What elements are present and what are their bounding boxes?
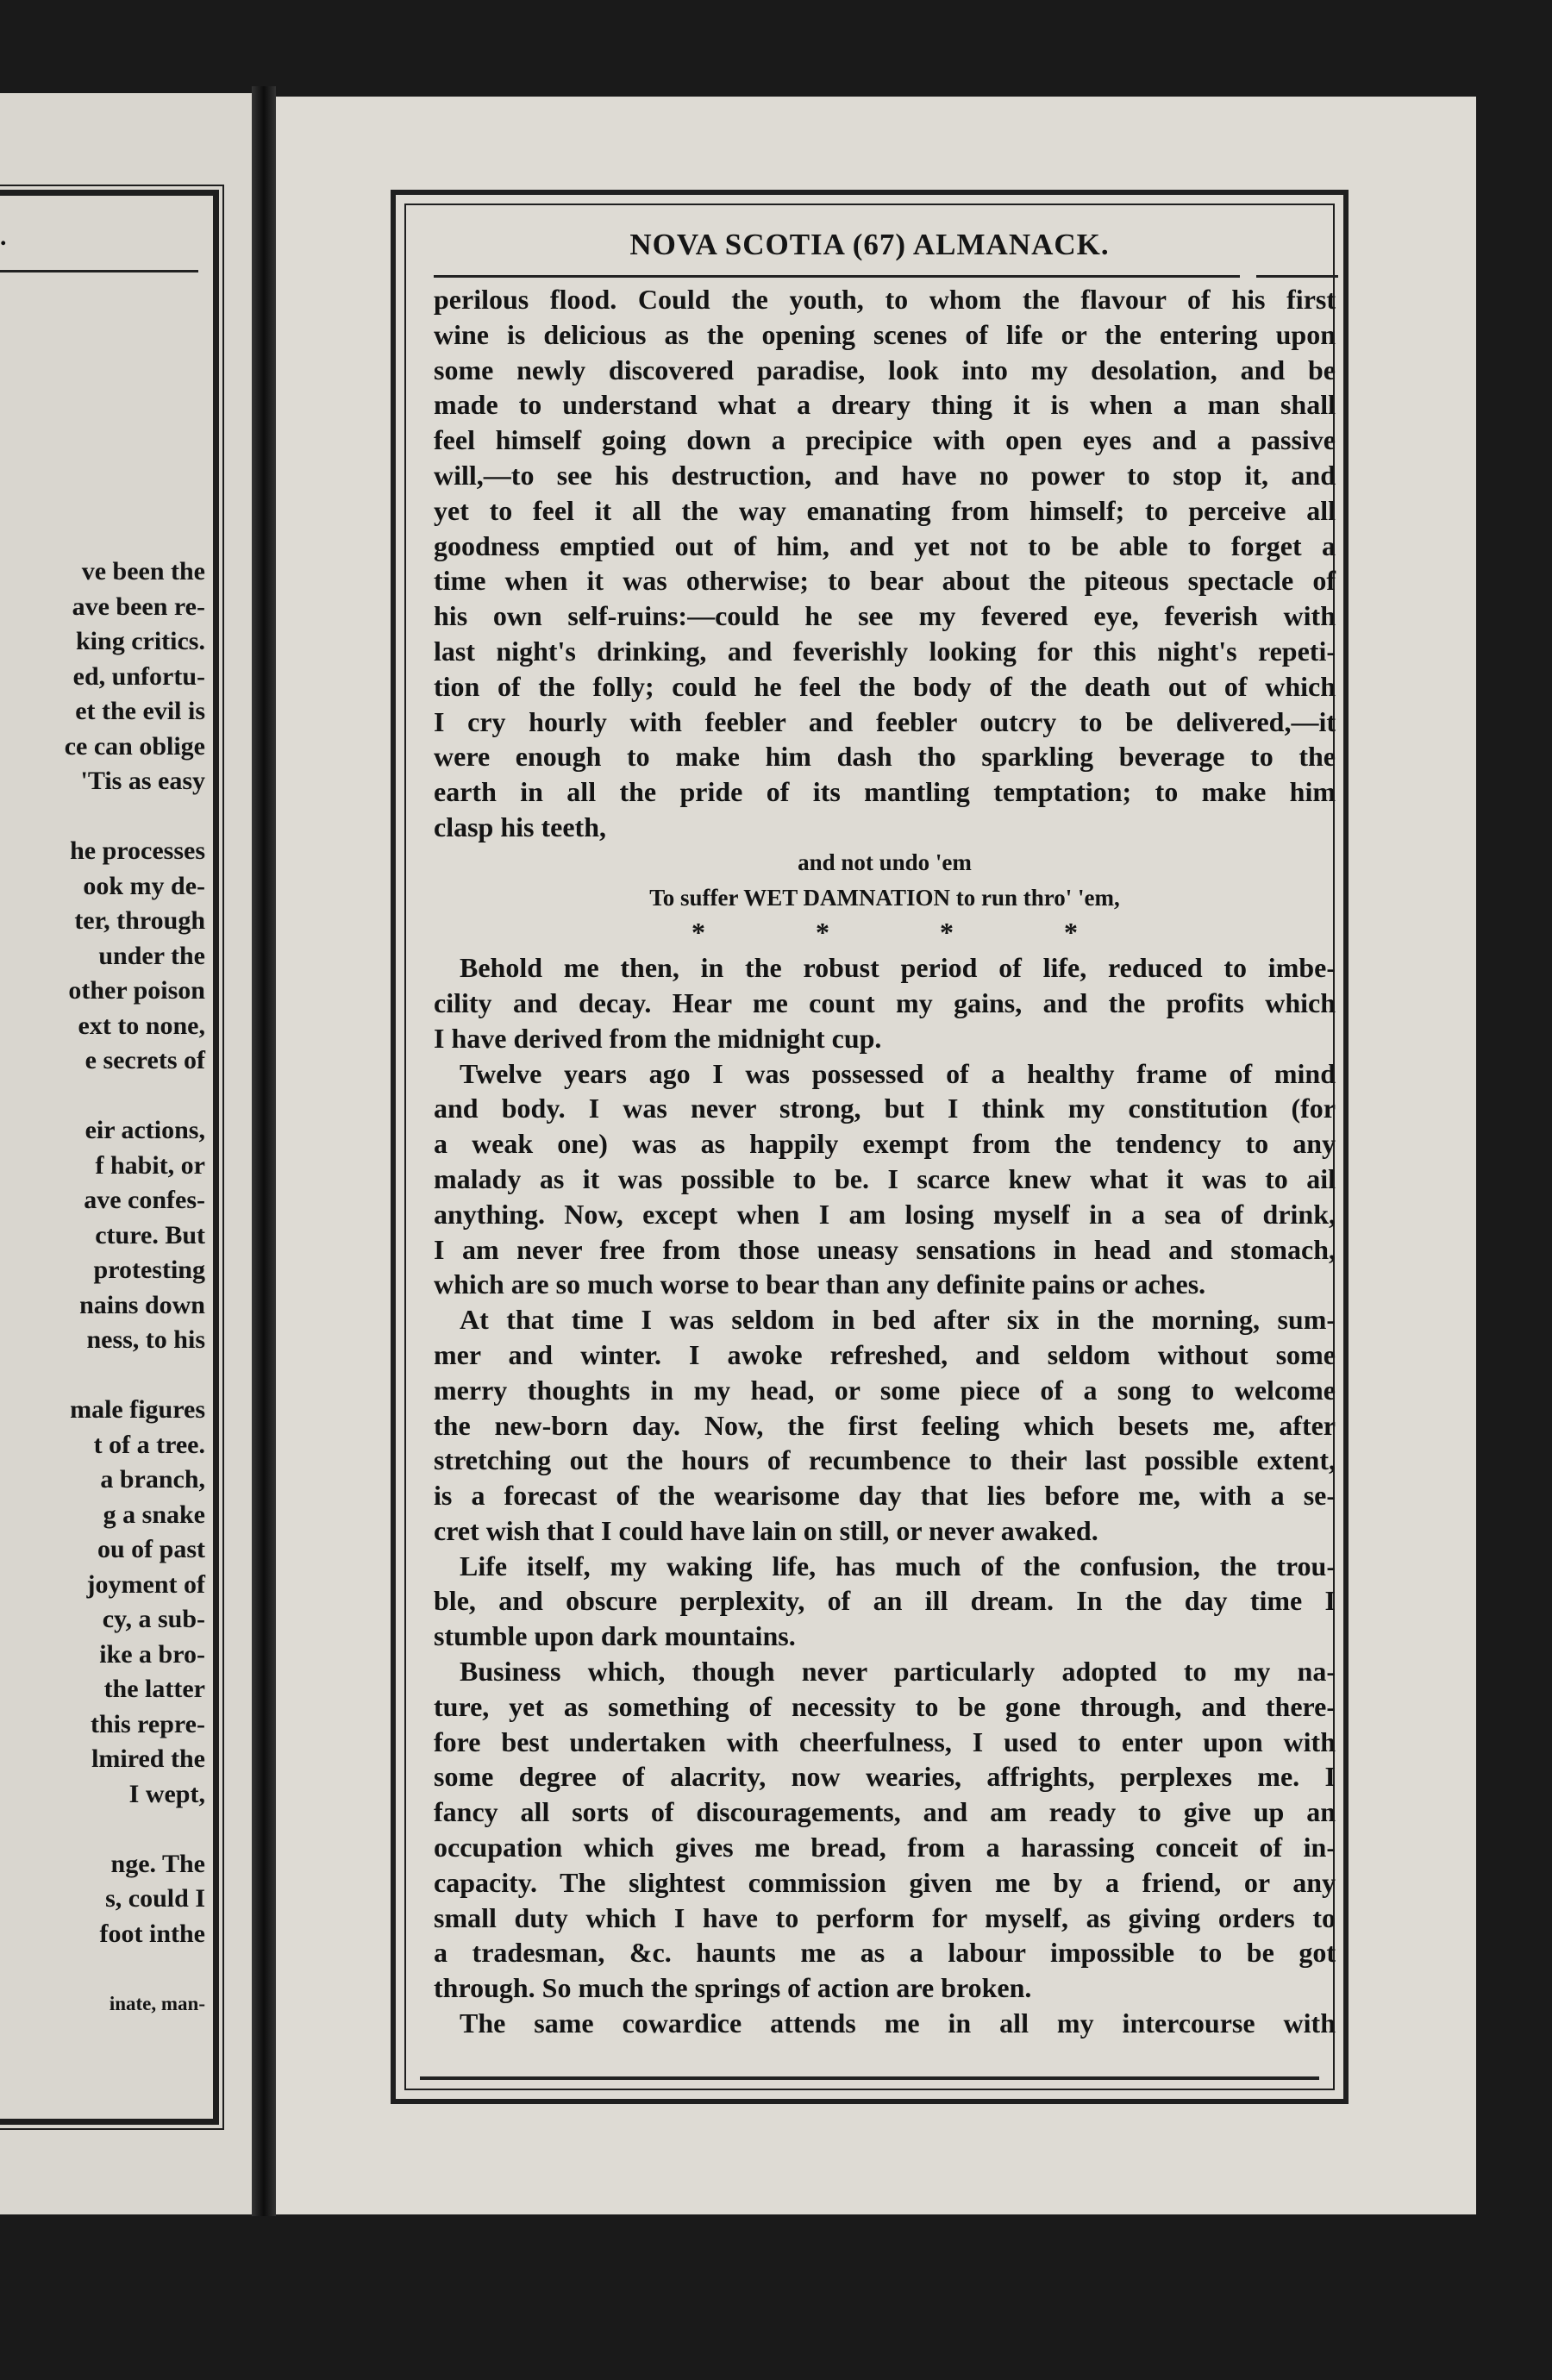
left-text-line: 'Tis as easy	[80, 767, 205, 795]
body-text	[434, 282, 1336, 2041]
left-page	[0, 93, 252, 2214]
left-text-line: cy, a sub-	[102, 1605, 205, 1633]
left-text-line: ter, through	[74, 906, 205, 935]
text-line: last night's drinking, and feverishly looking for this night's repeti-	[434, 635, 1336, 667]
text-line: through. So much the springs of action are broken.	[434, 1972, 1032, 2004]
left-text-line: a branch,	[100, 1465, 205, 1494]
left-text-line: ve been the	[81, 557, 205, 586]
left-text-line: ook my de-	[83, 871, 205, 900]
text-line: ture, yet as something of necessity to be gone through, and there-	[434, 1690, 1336, 1722]
head-rule-short	[1256, 275, 1338, 278]
left-text-line: protesting	[93, 1256, 205, 1284]
left-text-line: ou of past	[97, 1535, 205, 1563]
text-line: capacity. The slightest commission given me by a friend, or any	[434, 1866, 1336, 1898]
left-text-line: s, could I	[105, 1884, 205, 1913]
left-text-line: t of a tree.	[93, 1430, 205, 1459]
left-text-line: ike a bro-	[99, 1639, 205, 1669]
text-line: Behold me then, in the robust period of life, reduced to imbe-	[460, 952, 1336, 984]
text-line: some degree of alacrity, now wearies, affrights, perplexes me. I	[434, 1761, 1336, 1793]
text-line: which are so much worse to bear than any definite pains or aches.	[434, 1268, 1206, 1300]
text-line: Life itself, my waking life, has much of the confusion, the trou-	[460, 1550, 1336, 1581]
left-text-line: joyment of	[86, 1569, 205, 1599]
left-text-line: he processes	[70, 836, 205, 865]
left-text-line: g a snake	[103, 1500, 205, 1529]
left-text-line	[0, 1358, 205, 1394]
left-page-text	[0, 554, 205, 2021]
left-text-line: foot inthe	[99, 1919, 205, 1948]
left-text-line: f habit, or	[95, 1150, 205, 1180]
left-text-line: male figures	[70, 1395, 205, 1424]
text-line: I cry hourly with feebler and feebler outcry to be delivered,—it	[434, 705, 1336, 737]
left-text-line: et the evil is	[75, 697, 205, 725]
right-page	[276, 97, 1476, 2214]
text-line: is a forecast of the wearisome day that lies before me, with a se-	[434, 1480, 1336, 1512]
text-line: occupation which gives me bread, from a harassing conceit of in-	[434, 1832, 1336, 1863]
foot-rule	[420, 2076, 1319, 2080]
text-line: The same cowardice attends me in all my intercourse with	[460, 2007, 1336, 2039]
text-line: earth in all the pride of its mantling temptation; to make him	[434, 776, 1336, 808]
left-text-line: other poison	[68, 976, 205, 1005]
book-gutter	[252, 86, 276, 2216]
left-text-line: this repre-	[90, 1709, 205, 1738]
text-line: the new-born day. Now, the first feeling which besets me, after	[434, 1409, 1336, 1441]
text-line: malady as it was possible to be. I scarce knew what it was to ail	[434, 1162, 1336, 1194]
left-text-line: ce can oblige	[64, 731, 205, 761]
left-text-line: under the	[98, 941, 205, 970]
text-line: and not undo 'em	[798, 849, 972, 875]
ornament-stars: * * * *	[692, 917, 1078, 949]
left-spacer	[0, 1951, 205, 1987]
text-line: cility and decay. Hear me count my gains, and the profits which	[434, 986, 1336, 1018]
text-line: will,—to see his destruction, and have no power to stop it, and	[434, 459, 1336, 491]
left-text-line: lmired the	[91, 1744, 205, 1773]
text-line: a weak one) was as happily exempt from the tendency to any	[434, 1128, 1336, 1160]
text-line: I am never free from those uneasy sensations in head and stomach,	[434, 1233, 1336, 1265]
left-text-line	[0, 799, 205, 835]
left-footer-fragment: inate, man-	[109, 1992, 205, 2014]
left-text-line: ext to none,	[78, 1011, 205, 1040]
text-line: mer and winter. I awoke refreshed, and seldom without some	[434, 1338, 1336, 1370]
text-line: his own self-ruins:—could he see my fevered eye, feverish with	[434, 600, 1336, 632]
text-line: anything. Now, except when I am losing myself in a sea of drink,	[434, 1198, 1336, 1230]
left-text-line: the latter	[103, 1675, 205, 1703]
text-line: stumble upon dark mountains.	[434, 1620, 796, 1652]
left-text-line: eir actions,	[84, 1116, 205, 1144]
text-line: a tradesman, &c. haunts me as a labour impossible to be got	[434, 1937, 1336, 1969]
left-text-line: king critics.	[76, 627, 205, 655]
text-line: wine is delicious as the opening scenes of life or the entering upon	[434, 318, 1336, 350]
text-line: small duty which I have to perform for myself, as giving orders to	[434, 1901, 1336, 1933]
left-text-line	[0, 1079, 205, 1114]
page-frame-inner	[404, 204, 1335, 2090]
left-text-line	[0, 1812, 205, 1847]
text-line: cret wish that I could have lain on still, or never awaked.	[434, 1514, 1098, 1546]
text-line: and body. I was never strong, but I think my constitution (for	[434, 1093, 1336, 1124]
left-text-line: ness, to his	[86, 1325, 205, 1354]
text-line: At that time I was seldom in bed after six in the morning, sum-	[460, 1304, 1336, 1336]
text-line: were enough to make him dash tho sparkling beverage to the	[434, 741, 1336, 773]
text-line: some newly discovered paradise, look into my desolation, and be	[434, 354, 1336, 385]
text-line: tion of the folly; could he feel the body of the death out of which	[434, 670, 1336, 702]
text-line: time when it was otherwise; to bear about the piteous spectacle of	[434, 565, 1336, 597]
left-text-line: ed, unfortu-	[72, 661, 205, 691]
left-header-rule	[0, 270, 198, 272]
head-rule	[434, 275, 1240, 278]
left-text-line: nge. The	[110, 1849, 205, 1878]
text-line: perilous flood. Could the youth, to whom the flavour of his first	[434, 284, 1336, 315]
left-text-line: cture. But	[95, 1220, 205, 1250]
running-head: NOVA SCOTIA (67) ALMANACK.	[629, 228, 1110, 261]
text-line: feel himself going down a precipice with open eyes and a passive	[434, 424, 1336, 456]
text-line: ble, and obscure perplexity, of an ill dream. In the day time I	[434, 1585, 1336, 1617]
text-line: goodness emptied out of him, and yet not to be able to forget a	[434, 529, 1336, 561]
left-text-line: e secrets of	[84, 1046, 205, 1074]
text-line: fore best undertaken with cheerfulness, I used to enter upon with	[434, 1726, 1336, 1757]
text-line: fancy all sorts of discouragements, and am ready to give up an	[434, 1796, 1336, 1828]
text-line: Business which, though never particularly adopted to my na-	[460, 1656, 1336, 1688]
left-text-line: nains down	[79, 1290, 205, 1319]
page-frame-outer	[391, 190, 1349, 2104]
left-text-line: I wept,	[128, 1779, 205, 1808]
left-text-line: ave confes-	[84, 1186, 205, 1214]
text-line: yet to feel it all the way emanating from himself; to perceive all	[434, 494, 1336, 526]
text-line: I have derived from the midnight cup.	[434, 1022, 882, 1054]
left-text-line: ave been re-	[72, 592, 205, 621]
text-line: To suffer WET DAMNATION to run thro' 'em,	[649, 884, 1120, 911]
text-line: Twelve years ago I was possessed of a healthy frame of mind	[460, 1057, 1336, 1089]
text-line: made to understand what a dreary thing it is when a man shall	[434, 389, 1336, 421]
left-header-fragment: .	[0, 222, 7, 251]
text-line: stretching out the hours of recumbence to their last possible extent,	[434, 1444, 1336, 1476]
text-line: merry thoughts in my head, or some piece of a song to welcome	[434, 1374, 1336, 1406]
text-line: clasp his teeth,	[434, 811, 606, 842]
